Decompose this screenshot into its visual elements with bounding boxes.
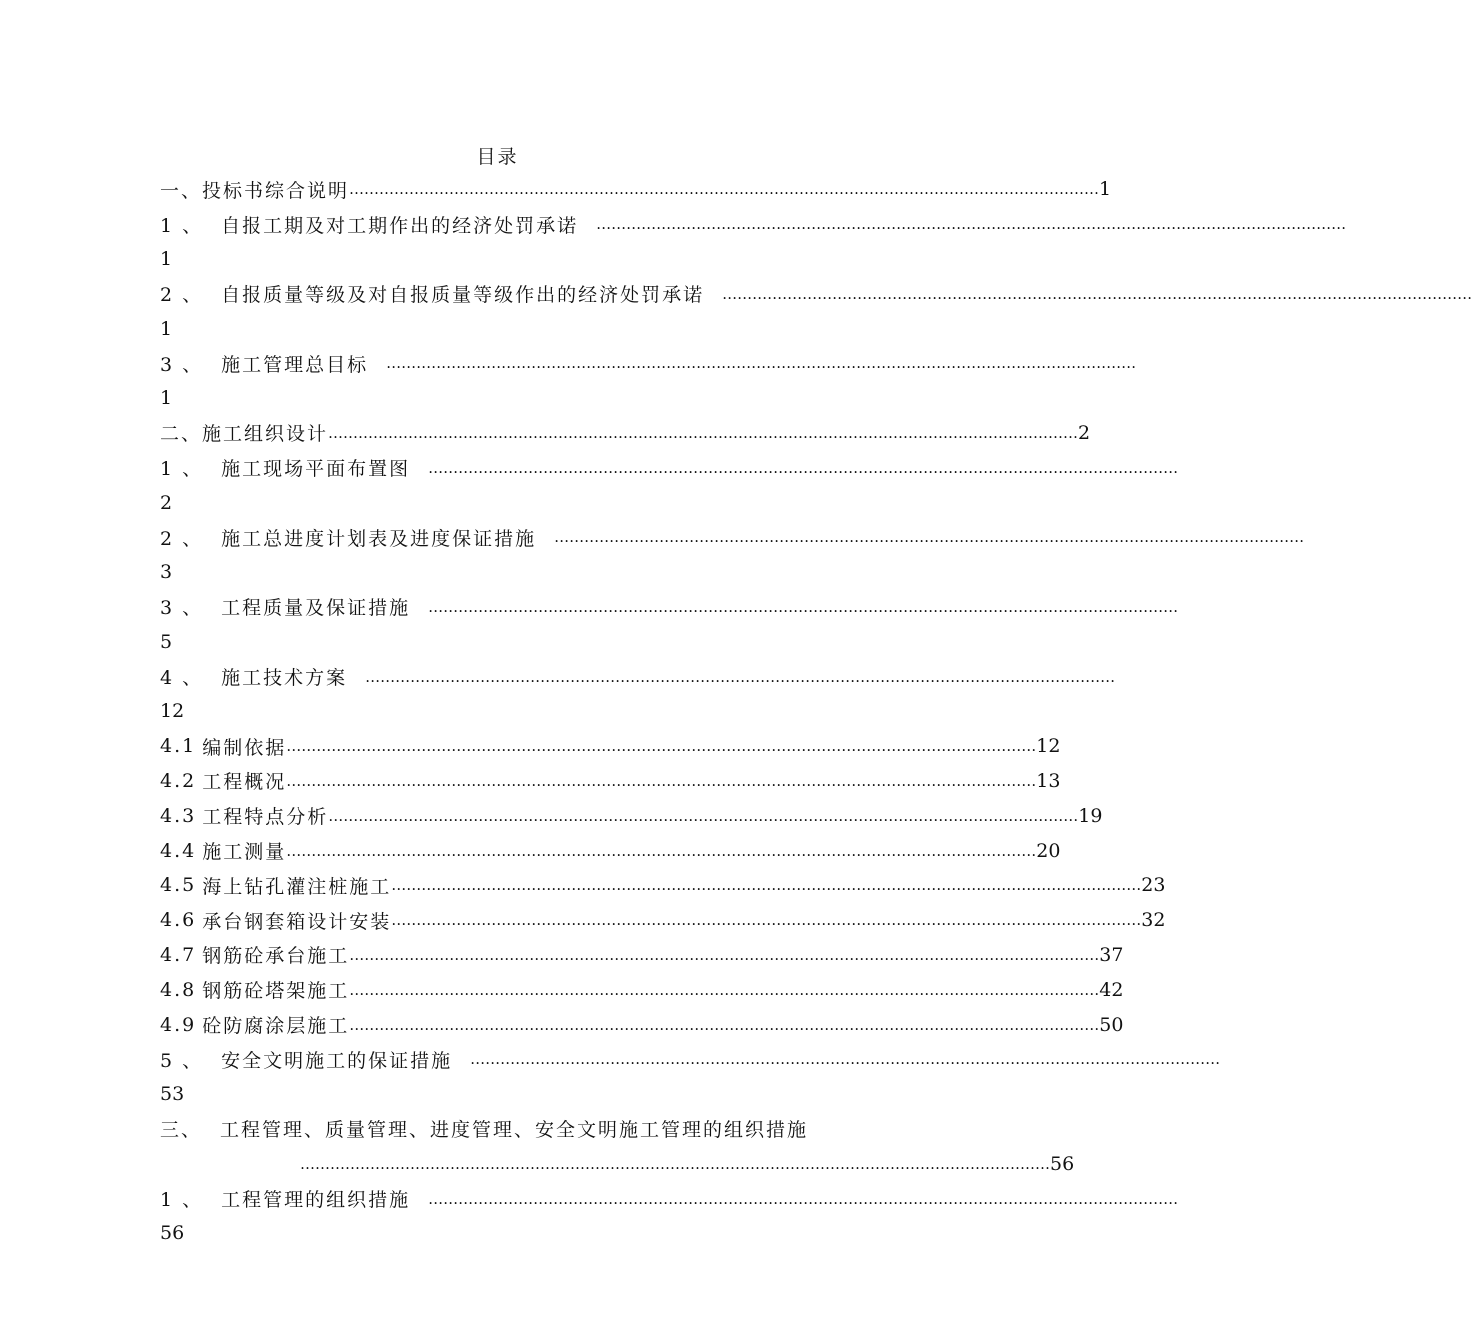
toc-entry[interactable]	[160, 833, 1061, 868]
toc-entry-number: 2 、	[160, 284, 204, 307]
toc-entry[interactable]	[160, 207, 1347, 242]
toc-entry[interactable]	[160, 659, 1116, 694]
toc-entry-label: 工程概况	[202, 771, 287, 794]
toc-leader-dots: ……………………………………………………………………………………………………………………………………	[286, 771, 1037, 790]
toc-entry-label: 钢筋砼承台施工	[202, 945, 350, 968]
toc-entry-page: 56	[160, 1222, 185, 1245]
toc-entry-number: 1 、	[160, 458, 204, 481]
toc-entry-label: 施工管理总目标	[221, 353, 369, 376]
toc-entry-label: 工程质量及保证措施	[221, 597, 411, 620]
toc-entry-number: 4.1	[160, 735, 197, 758]
toc-entry[interactable]	[160, 450, 1179, 485]
toc-leader-dots: ……………………………………………………………………………………………………………………………………	[300, 1154, 1050, 1173]
toc-entry[interactable]	[160, 520, 1305, 555]
toc-entry-page: 1	[160, 387, 173, 410]
toc-entry-page: 42	[1099, 978, 1124, 1001]
toc-leader-dots: ……………………………………………………………………………………………………………………………………	[349, 945, 1100, 964]
toc-entry-page: 3	[160, 561, 173, 584]
toc-entry-number: 4.6	[160, 909, 197, 932]
toc-entry-page: 2	[1078, 421, 1091, 444]
toc-entry-number: 1 、	[160, 214, 204, 237]
toc-entry-page: 37	[1099, 943, 1124, 966]
toc-entry-page: 1	[160, 247, 173, 270]
toc-entry-page: 12	[1036, 735, 1061, 758]
toc-entry-label: 施工测量	[202, 841, 287, 864]
toc-leader-dots: ……………………………………………………………………………………………………………………………………	[386, 354, 1137, 373]
toc-entry[interactable]	[160, 381, 836, 416]
toc-entry-label: 承台钢套箱设计安装	[202, 910, 392, 933]
toc-leader-dots: ……………………………………………………………………………………………………………………………………	[596, 215, 1347, 234]
toc-entry[interactable]	[160, 729, 1061, 764]
toc-leader-dots: ……………………………………………………………………………………………………………………………………	[349, 980, 1100, 999]
toc-entry-number: 4.7	[160, 943, 197, 966]
toc-entry-number: 二、	[160, 423, 203, 446]
toc-leader-dots: ……………………………………………………………………………………………………………………………………	[554, 528, 1305, 547]
toc-entry[interactable]	[160, 346, 1137, 381]
toc-entry-number: 4.8	[160, 978, 197, 1001]
toc-entry[interactable]	[160, 972, 1124, 1007]
toc-entry-page: 32	[1141, 909, 1166, 932]
toc-entry-label: 施工技术方案	[221, 667, 348, 690]
toc-entry-label: 工程管理的组织措施	[221, 1189, 411, 1211]
toc-entry-label: 自报工期及对工期作出的经济处罚承诺	[221, 214, 579, 237]
toc-entry-page: 23	[1141, 874, 1166, 897]
toc-entry-label: 自报质量等级及对自报质量等级作出的经济处罚承诺	[221, 284, 705, 307]
toc-entry[interactable]	[160, 555, 836, 590]
toc-entry-label: 施工组织设计	[202, 423, 329, 446]
toc-entry[interactable]	[160, 1112, 836, 1147]
toc-entry-number: 一、	[160, 179, 203, 202]
toc-entry[interactable]	[160, 624, 836, 659]
toc-entry-number: 3 、	[160, 597, 204, 620]
toc-entry-label: 安全文明施工的保证措施	[221, 1049, 453, 1072]
toc-entry-number: 1 、	[160, 1189, 204, 1211]
toc-entry[interactable]	[160, 1216, 836, 1251]
toc-leader-dots: ……………………………………………………………………………………………………………………………………	[328, 423, 1079, 442]
toc-entry-number: 4.3	[160, 804, 197, 827]
page-title: 目录	[476, 146, 519, 168]
toc-entry-page: 5	[160, 630, 173, 653]
toc-entry[interactable]	[160, 1146, 1075, 1181]
toc-entry-label: 工程特点分析	[202, 806, 329, 829]
toc-entry[interactable]	[160, 868, 1166, 903]
toc-entry-number: 4 、	[160, 667, 204, 690]
toc-entry[interactable]	[160, 938, 1124, 973]
toc-entry[interactable]	[160, 694, 836, 729]
toc-entry-label: 砼防腐涂层施工	[202, 1015, 350, 1038]
table-of-contents	[160, 172, 1472, 1251]
toc-entry-page: 2	[160, 491, 173, 514]
toc-entry[interactable]	[160, 242, 836, 277]
toc-entry[interactable]	[160, 276, 1472, 311]
toc-leader-dots: ……………………………………………………………………………………………………………………………………	[286, 841, 1037, 860]
toc-entry-number: 5 、	[160, 1049, 204, 1072]
toc-entry[interactable]	[160, 590, 1179, 625]
toc-entry-label: 编制依据	[202, 736, 287, 759]
toc-entry[interactable]	[160, 1181, 1179, 1216]
toc-entry[interactable]	[160, 903, 1166, 938]
toc-leader-dots: ……………………………………………………………………………………………………………………………………	[391, 876, 1142, 895]
toc-entry-page: 20	[1036, 839, 1061, 862]
toc-entry-page: 1	[160, 317, 173, 340]
toc-entry-page: 13	[1036, 769, 1061, 792]
toc-leader-dots: ……………………………………………………………………………………………………………………………………	[428, 458, 1179, 477]
toc-entry-page: 50	[1099, 1013, 1124, 1036]
toc-entry-number: 4.4	[160, 839, 197, 862]
toc-entry-page: 53	[160, 1083, 185, 1106]
toc-entry-number: 2 、	[160, 527, 204, 550]
toc-entry[interactable]	[160, 311, 836, 346]
toc-entry-number: 4.5	[160, 874, 197, 897]
toc-leader-dots: ……………………………………………………………………………………………………………………………………	[365, 667, 1116, 686]
toc-leader-dots: ……………………………………………………………………………………………………………………………………	[428, 597, 1179, 616]
toc-entry-page: 1	[1099, 178, 1112, 201]
toc-leader-dots: ……………………………………………………………………………………………………………………………………	[328, 806, 1079, 825]
toc-entry-label: 钢筋砼塔架施工	[202, 980, 350, 1003]
toc-leader-dots: ……………………………………………………………………………………………………………………………………	[349, 180, 1100, 199]
toc-leader-dots: ……………………………………………………………………………………………………………………………………	[428, 1189, 1179, 1208]
toc-leader-dots: ……………………………………………………………………………………………………………………………………	[349, 1015, 1100, 1034]
toc-entry-label: 工程管理、质量管理、进度管理、安全文明施工管理的组织措施	[220, 1119, 809, 1142]
toc-entry[interactable]	[160, 1042, 1221, 1077]
toc-entry-label: 海上钻孔灌注桩施工	[202, 875, 392, 898]
toc-entry-label: 施工总进度计划表及进度保证措施	[221, 527, 537, 550]
toc-entry[interactable]	[160, 764, 1061, 799]
toc-entry[interactable]	[160, 1007, 1124, 1042]
toc-entry-label: 投标书综合说明	[202, 179, 350, 202]
toc-entry-number: 3 、	[160, 353, 204, 376]
toc-leader-dots: ……………………………………………………………………………………………………………………………………	[722, 284, 1472, 303]
toc-entry-label: 施工现场平面布置图	[221, 458, 411, 481]
toc-leader-dots: ……………………………………………………………………………………………………………………………………	[286, 737, 1037, 756]
toc-entry-number: 三、	[160, 1119, 203, 1142]
toc-entry-page: 56	[1050, 1152, 1075, 1175]
toc-leader-dots: ……………………………………………………………………………………………………………………………………	[391, 911, 1142, 930]
toc-entry-page: 12	[160, 700, 185, 723]
toc-entry[interactable]	[160, 798, 1103, 833]
toc-entry[interactable]	[160, 172, 1112, 207]
toc-entry-number: 4.9	[160, 1013, 197, 1036]
toc-entry-number: 4.2	[160, 769, 197, 792]
toc-entry[interactable]	[160, 485, 836, 520]
toc-leader-dots: ……………………………………………………………………………………………………………………………………	[470, 1050, 1221, 1069]
toc-entry[interactable]	[160, 1077, 836, 1112]
toc-entry-page: 19	[1078, 804, 1103, 827]
toc-entry[interactable]	[160, 416, 1091, 451]
